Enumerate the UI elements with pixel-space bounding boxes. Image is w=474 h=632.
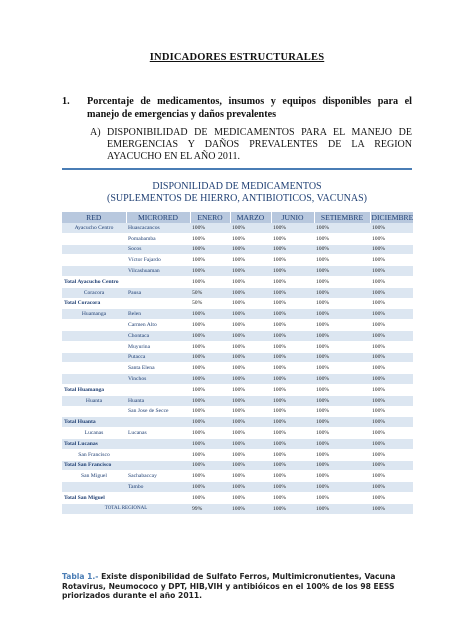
value-cell: 100%: [370, 374, 413, 385]
value-cell: 100%: [314, 471, 370, 482]
value-cell: 100%: [230, 471, 271, 482]
value-cell: 100%: [190, 482, 230, 493]
table-row: [62, 374, 413, 385]
sub-item-label: A): [90, 127, 101, 138]
value-cell: 100%: [314, 374, 370, 385]
column-header-junio: JUNIO: [271, 212, 314, 223]
value-cell: 100%: [314, 363, 370, 374]
value-cell: 100%: [230, 341, 271, 352]
document-title: INDICADORES ESTRUCTURALES: [149, 52, 325, 63]
table-row: [62, 395, 413, 406]
red-cell: Total Huamanga: [62, 384, 190, 395]
table-row: [62, 428, 413, 439]
value-cell: 100%: [370, 223, 413, 233]
microred-cell: San Jose de Secce: [126, 406, 190, 417]
value-cell: 100%: [190, 341, 230, 352]
microred-cell: Chontaca: [126, 330, 190, 341]
value-cell: 100%: [271, 395, 314, 406]
value-cell: 100%: [314, 255, 370, 266]
value-cell: 100%: [370, 363, 413, 374]
table-row: [62, 406, 413, 417]
value-cell: 100%: [271, 438, 314, 449]
value-cell: 100%: [314, 223, 370, 233]
red-cell: [62, 255, 126, 266]
value-cell: 100%: [271, 266, 314, 277]
table-row: [62, 320, 413, 331]
value-cell: 100%: [271, 374, 314, 385]
sub-item-text: DISPONIBILIDAD DE MEDICAMENTOS PARA EL MANEJO DE EMERGENCIAS Y DAÑOS PREVALENTES DE LA REGION AYACUCHO EN EL AÑO 2011.: [107, 127, 412, 162]
red-cell: Ayacucho Centro: [62, 223, 126, 233]
value-cell: 100%: [370, 471, 413, 482]
value-cell: 100%: [314, 384, 370, 395]
microred-cell: Socos: [126, 244, 190, 255]
value-cell: 100%: [314, 503, 370, 514]
value-cell: 100%: [271, 255, 314, 266]
value-cell: 100%: [314, 341, 370, 352]
value-cell: 100%: [230, 298, 271, 309]
value-cell: 100%: [370, 266, 413, 277]
value-cell: 100%: [230, 266, 271, 277]
red-cell: Total Ayacucho Centro: [62, 276, 190, 287]
value-cell: 100%: [271, 428, 314, 439]
caption-text: Existe disponibilidad de Sulfato Ferros, Multimicronutientes, Vacuna Rotavirus, Neumococo y DPT, HIB,VIH y antibióicos en el 100% de los 98 EESS priorizados durante el año 2011.: [62, 572, 396, 601]
value-cell: 100%: [271, 298, 314, 309]
value-cell: 100%: [190, 438, 230, 449]
value-cell: 50%: [190, 298, 230, 309]
value-cell: 100%: [190, 266, 230, 277]
value-cell: 100%: [314, 449, 370, 460]
column-header-setiembre: SETIEMBRE: [314, 212, 370, 223]
section-divider: [62, 168, 412, 170]
table-row: [62, 341, 413, 352]
table-total-row: [62, 298, 413, 309]
value-cell: 100%: [271, 449, 314, 460]
value-cell: 100%: [370, 428, 413, 439]
value-cell: 100%: [370, 341, 413, 352]
value-cell: 100%: [370, 298, 413, 309]
value-cell: 100%: [190, 352, 230, 363]
table-total-row: [62, 438, 413, 449]
table-row: [62, 449, 413, 460]
value-cell: 100%: [314, 460, 370, 471]
value-cell: 100%: [271, 309, 314, 320]
table-row: [62, 244, 413, 255]
table-header-row: [62, 212, 413, 223]
red-cell: [62, 352, 126, 363]
value-cell: 100%: [271, 384, 314, 395]
value-cell: 100%: [271, 406, 314, 417]
red-cell: Total Coracora: [62, 298, 190, 309]
microred-cell: Huascacancos: [126, 223, 190, 233]
value-cell: 100%: [271, 352, 314, 363]
microred-cell: Muyurina: [126, 341, 190, 352]
value-cell: 100%: [271, 244, 314, 255]
value-cell: 100%: [314, 287, 370, 298]
value-cell: 100%: [314, 244, 370, 255]
column-header-red: RED: [62, 212, 126, 223]
value-cell: 100%: [271, 471, 314, 482]
red-cell: San Miguel: [62, 471, 126, 482]
value-cell: 100%: [314, 276, 370, 287]
value-cell: 100%: [190, 276, 230, 287]
value-cell: 100%: [370, 309, 413, 320]
value-cell: 100%: [370, 395, 413, 406]
value-cell: 100%: [190, 309, 230, 320]
value-cell: 100%: [314, 320, 370, 331]
red-cell: [62, 244, 126, 255]
value-cell: 100%: [370, 330, 413, 341]
medication-availability-table: [62, 212, 414, 515]
value-cell: 100%: [314, 330, 370, 341]
value-cell: 100%: [370, 492, 413, 503]
red-cell: Huanta: [62, 395, 126, 406]
value-cell: 100%: [230, 255, 271, 266]
value-cell: 100%: [314, 482, 370, 493]
microred-cell: [126, 449, 190, 460]
value-cell: 100%: [190, 449, 230, 460]
table-body: [62, 223, 413, 514]
microred-cell: Vilcashuaman: [126, 266, 190, 277]
value-cell: 100%: [230, 428, 271, 439]
table-row: [62, 363, 413, 374]
value-cell: 100%: [190, 384, 230, 395]
value-cell: 100%: [370, 384, 413, 395]
value-cell: 100%: [190, 428, 230, 439]
value-cell: 100%: [370, 276, 413, 287]
value-cell: 100%: [314, 492, 370, 503]
microred-cell: Huanta: [126, 395, 190, 406]
table-row: [62, 330, 413, 341]
red-cell: [62, 482, 126, 493]
red-cell: [62, 363, 126, 374]
value-cell: 100%: [370, 482, 413, 493]
value-cell: 50%: [190, 287, 230, 298]
value-cell: 100%: [190, 395, 230, 406]
value-cell: 100%: [230, 503, 271, 514]
microred-cell: Vinchos: [126, 374, 190, 385]
value-cell: 100%: [230, 244, 271, 255]
table-total-row: [62, 276, 413, 287]
value-cell: 100%: [370, 352, 413, 363]
value-cell: 100%: [230, 330, 271, 341]
value-cell: 100%: [190, 330, 230, 341]
microred-cell: Carmen Alto: [126, 320, 190, 331]
red-cell: [62, 406, 126, 417]
value-cell: 100%: [314, 352, 370, 363]
value-cell: 100%: [314, 298, 370, 309]
value-cell: 100%: [370, 233, 413, 244]
table-regional-total-row: [62, 503, 413, 514]
value-cell: 100%: [271, 503, 314, 514]
table-total-row: [62, 417, 413, 428]
value-cell: 100%: [190, 233, 230, 244]
value-cell: 100%: [230, 449, 271, 460]
value-cell: 100%: [230, 438, 271, 449]
table-title-line-2: (SUPLEMENTOS DE HIERRO, ANTIBIOTICOS, VACUNAS): [106, 193, 368, 204]
red-cell: [62, 233, 126, 244]
value-cell: 100%: [230, 233, 271, 244]
microred-cell: Santa Elena: [126, 363, 190, 374]
value-cell: 100%: [190, 244, 230, 255]
red-cell: TOTAL REGIONAL: [62, 503, 190, 514]
table-total-row: [62, 460, 413, 471]
table-row: [62, 223, 413, 233]
value-cell: 100%: [314, 266, 370, 277]
value-cell: 100%: [314, 406, 370, 417]
value-cell: 100%: [271, 233, 314, 244]
value-cell: 100%: [314, 395, 370, 406]
value-cell: 100%: [230, 417, 271, 428]
value-cell: 100%: [190, 406, 230, 417]
red-cell: San Francisco: [62, 449, 126, 460]
value-cell: 100%: [271, 320, 314, 331]
table-row: [62, 287, 413, 298]
value-cell: 100%: [370, 503, 413, 514]
value-cell: 100%: [271, 330, 314, 341]
table-row: [62, 233, 413, 244]
red-cell: Huamanga: [62, 309, 126, 320]
table-row: [62, 471, 413, 482]
value-cell: 100%: [230, 374, 271, 385]
table-caption: [62, 572, 412, 601]
value-cell: 100%: [190, 320, 230, 331]
table-total-row: [62, 492, 413, 503]
value-cell: 100%: [370, 255, 413, 266]
table-title-line-1: DISPONILIDAD DE MEDICAMENTOS: [152, 181, 322, 192]
value-cell: 100%: [271, 287, 314, 298]
value-cell: 100%: [190, 374, 230, 385]
sub-item-a: [90, 127, 412, 163]
value-cell: 100%: [271, 460, 314, 471]
table-row: [62, 482, 413, 493]
value-cell: 100%: [370, 244, 413, 255]
red-cell: Total Huanta: [62, 417, 190, 428]
value-cell: 100%: [271, 341, 314, 352]
value-cell: 100%: [370, 438, 413, 449]
microred-cell: Sachabaccay: [126, 471, 190, 482]
value-cell: 100%: [190, 492, 230, 503]
microred-cell: Pausa: [126, 287, 190, 298]
table-row: [62, 266, 413, 277]
value-cell: 100%: [370, 287, 413, 298]
red-cell: [62, 330, 126, 341]
value-cell: 100%: [230, 320, 271, 331]
microred-cell: Putacca: [126, 352, 190, 363]
table-row: [62, 255, 413, 266]
value-cell: 100%: [230, 287, 271, 298]
value-cell: 100%: [230, 482, 271, 493]
value-cell: 100%: [370, 406, 413, 417]
value-cell: 100%: [230, 352, 271, 363]
table-row: [62, 352, 413, 363]
value-cell: 100%: [190, 417, 230, 428]
value-cell: 100%: [230, 363, 271, 374]
value-cell: 100%: [314, 438, 370, 449]
red-cell: Lucanas: [62, 428, 126, 439]
value-cell: 100%: [230, 492, 271, 503]
value-cell: 100%: [370, 449, 413, 460]
microred-cell: Tambo: [126, 482, 190, 493]
value-cell: 100%: [190, 471, 230, 482]
microred-cell: Lucanas: [126, 428, 190, 439]
value-cell: 100%: [271, 492, 314, 503]
item-number: 1.: [62, 96, 70, 107]
column-header-marzo: MARZO: [230, 212, 271, 223]
red-cell: Total San Miguel: [62, 492, 190, 503]
value-cell: 100%: [370, 460, 413, 471]
numbered-item-1: [62, 95, 412, 121]
red-cell: [62, 266, 126, 277]
value-cell: 99%: [190, 503, 230, 514]
value-cell: 100%: [271, 417, 314, 428]
red-cell: [62, 374, 126, 385]
value-cell: 100%: [271, 223, 314, 233]
red-cell: [62, 320, 126, 331]
table-row: [62, 309, 413, 320]
value-cell: 100%: [314, 417, 370, 428]
value-cell: 100%: [190, 223, 230, 233]
microred-cell: Belen: [126, 309, 190, 320]
value-cell: 100%: [314, 233, 370, 244]
table-title: [62, 181, 412, 205]
value-cell: 100%: [271, 276, 314, 287]
value-cell: 100%: [370, 320, 413, 331]
value-cell: 100%: [314, 309, 370, 320]
red-cell: Total Lucanas: [62, 438, 190, 449]
red-cell: Total San Francisco: [62, 460, 190, 471]
value-cell: 100%: [271, 482, 314, 493]
value-cell: 100%: [230, 309, 271, 320]
value-cell: 100%: [230, 460, 271, 471]
value-cell: 100%: [230, 406, 271, 417]
value-cell: 100%: [230, 384, 271, 395]
value-cell: 100%: [271, 363, 314, 374]
table-total-row: [62, 384, 413, 395]
caption-label: Tabla 1.-: [62, 572, 99, 581]
value-cell: 100%: [230, 395, 271, 406]
value-cell: 100%: [190, 363, 230, 374]
column-header-diciembre: DICIEMBRE: [371, 213, 414, 222]
value-cell: 100%: [230, 276, 271, 287]
red-cell: [62, 341, 126, 352]
microred-cell: Pomabamba: [126, 233, 190, 244]
value-cell: 100%: [314, 428, 370, 439]
value-cell: 100%: [190, 460, 230, 471]
value-cell: 100%: [190, 255, 230, 266]
item-text: Porcentaje de medicamentos, insumos y equipos disponibles para el manejo de emergencias y daños prevalentes: [87, 96, 412, 120]
red-cell: Coracora: [62, 287, 126, 298]
value-cell: 100%: [230, 223, 271, 233]
column-header-microred: MICRORED: [126, 212, 190, 223]
column-header-enero: ENERO: [190, 212, 230, 223]
microred-cell: Víctor Fajardo: [126, 255, 190, 266]
value-cell: 100%: [370, 417, 413, 428]
